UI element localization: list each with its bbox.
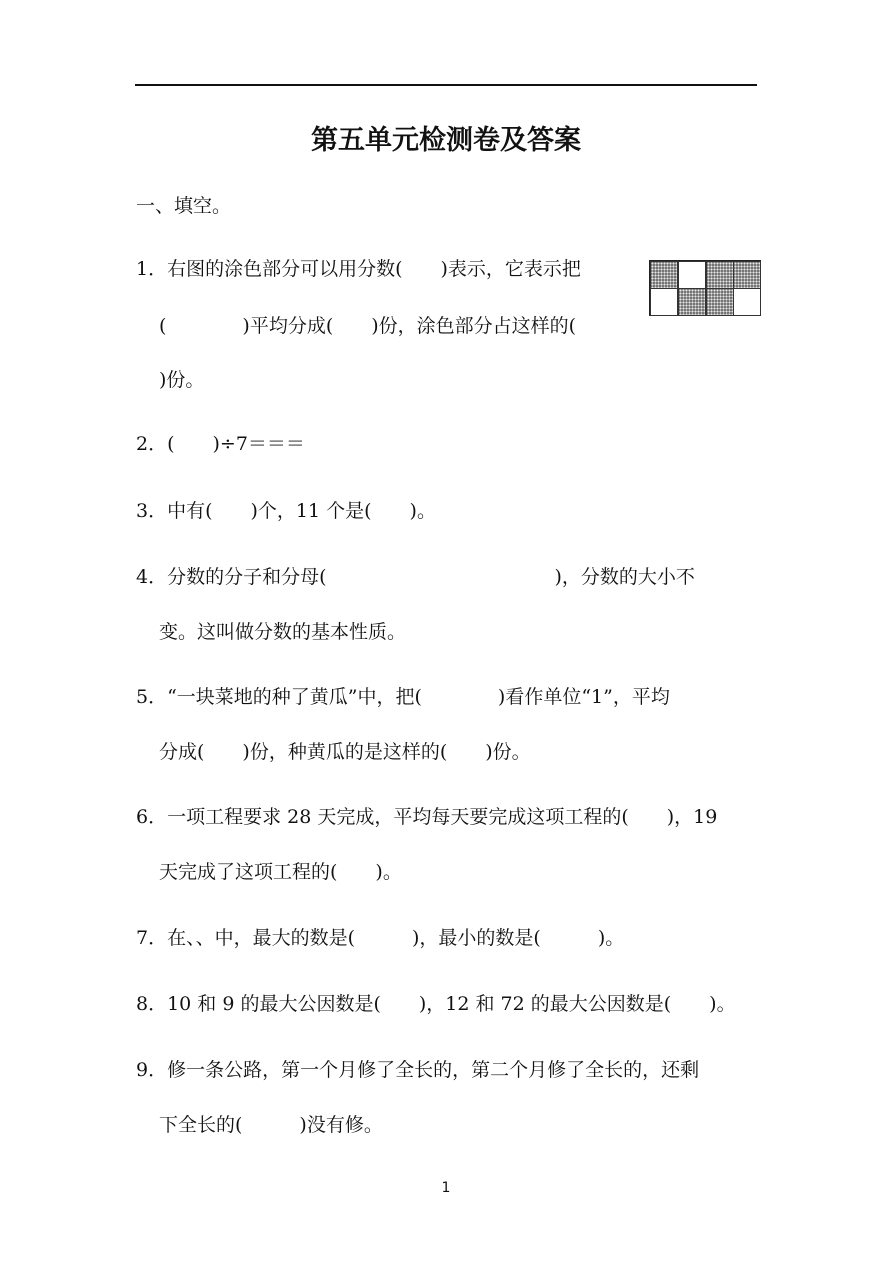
question-4-line-2: 变。这叫做分数的基本性质。 [159,621,407,643]
question-5-line-2: 分成( )份，种黄瓜的是这样的( )份。 [159,741,531,763]
question-3: 3．中有( )个，11 个是( )。 [136,500,436,522]
question-5-line-1: 5．“一块菜地的种了黄瓜”中，把( )看作单位“1”，平均 [136,686,670,708]
page-title: 第五单元检测卷及答案 [311,125,581,156]
page-number: 1 [441,1180,451,1196]
question-7: 7．在、、中，最大的数是( )，最小的数是( )。 [136,927,625,949]
question-6-line-1: 6．一项工程要求 28 天完成，平均每天要完成这项工程的( )，19 [136,806,718,828]
question-8: 8．10 和 9 的最大公因数是( )，12 和 72 的最大公因数是( )。 [136,993,736,1015]
question-1-line-2: ( )平均分成( )份，涂色部分占这样的( [159,315,577,337]
grid-cell [733,261,761,289]
question-6-line-2: 天完成了这项工程的( )。 [159,861,402,883]
question-9-line-1: 9．修一条公路，第一个月修了全长的，第二个月修了全长的，还剩 [136,1059,700,1081]
question-9-line-2: 下全长的( )没有修。 [159,1114,383,1136]
grid-cell [678,288,706,316]
grid-cell [650,288,678,316]
question-1-line-3: )份。 [159,369,205,391]
grid-cell [678,261,706,289]
question-4-line-1: 4．分数的分子和分母( )，分数的大小不 [136,566,695,588]
question-2: 2．( )÷7＝＝＝ [136,433,305,455]
question-1-line-1: 1．右图的涂色部分可以用分数( )表示，它表示把 [136,258,581,280]
shaded-grid-figure [649,260,761,316]
grid-cell [733,288,761,316]
grid-cell [650,261,678,289]
grid-cell [706,288,734,316]
top-rule [135,84,757,86]
grid-cell [706,261,734,289]
section-heading: 一、填空。 [136,195,232,217]
